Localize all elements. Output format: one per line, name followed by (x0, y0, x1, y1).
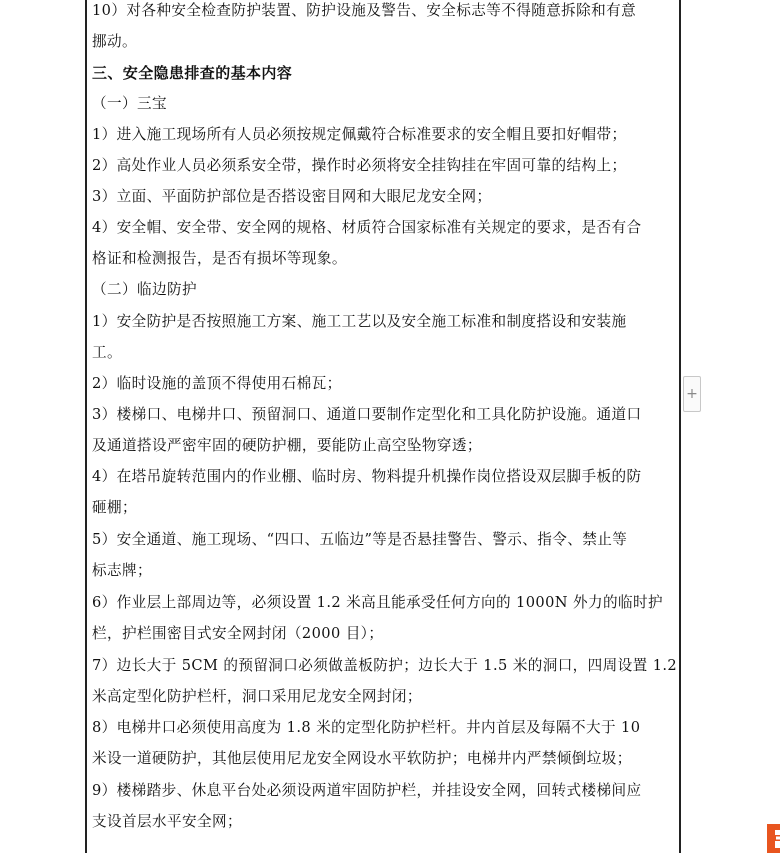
text-line: 支设首层水平安全网； (92, 813, 242, 830)
subsection-heading: （一）三宝 (92, 95, 167, 112)
text-line: 标志牌； (92, 562, 152, 579)
text-line: 米高定型化防护栏杆，洞口采用尼龙安全网封闭； (92, 688, 422, 705)
text-line: 砸棚； (92, 499, 137, 516)
text-line: 9）楼梯踏步、休息平台处必须设两道牢固防护栏，并挂设安全网，回转式楼梯间应 (92, 782, 642, 799)
section-heading: 三、安全隐患排查的基本内容 (92, 64, 293, 82)
text-line: 米设一道硬防护，其他层使用尼龙安全网设水平软防护；电梯井内严禁倾倒垃圾； (92, 750, 632, 767)
text-line: 工。 (92, 344, 122, 361)
plus-icon: + (686, 386, 698, 402)
text-line: 挪动。 (92, 33, 137, 50)
brand-logo-icon (765, 822, 780, 853)
text-line: 6）作业层上部周边等，必须设置 1.2 米高且能承受任何方向的 1000N 外力的临时护 (92, 594, 663, 611)
text-line: 1）安全防护是否按照施工方案、施工工艺以及安全施工标准和制度搭设和安装施 (92, 313, 627, 330)
text-line: 2）高处作业人员必须系安全带，操作时必须将安全挂钩挂在牢固可靠的结构上； (92, 157, 627, 174)
text-line: 3）楼梯口、电梯井口、预留洞口、通道口要制作定型化和工具化防护设施。通道口 (92, 406, 642, 423)
text-line: 10）对各种安全检查防护装置、防护设施及警告、安全标志等不得随意拆除和有意 (92, 2, 637, 19)
text-line: 3）立面、平面防护部位是否搭设密目网和大眼尼龙安全网； (92, 188, 492, 205)
text-line: 4）在塔吊旋转范围内的作业棚、临时房、物料提升机操作岗位搭设双层脚手板的防 (92, 468, 642, 485)
subsection-heading: （二）临边防护 (92, 281, 197, 298)
text-line: 4）安全帽、安全带、安全网的规格、材质符合国家标准有关规定的要求，是否有合 (92, 219, 642, 236)
text-line: 1）进入施工现场所有人员必须按规定佩戴符合标准要求的安全帽且要扣好帽带； (92, 126, 627, 143)
text-line: 8）电梯井口必须使用高度为 1.8 米的定型化防护栏杆。井内首层及每隔不大于 10 (92, 719, 641, 736)
text-line: 栏，护栏围密目式安全网封闭（2000 目）； (92, 625, 384, 642)
text-line: 7）边长大于 5CM 的预留洞口必须做盖板防护；边长大于 1.5 米的洞口，四周设置 1.2 (92, 657, 678, 674)
text-line: 5）安全通道、施工现场、“四口、五临边”等是否悬挂警告、警示、指令、禁止等 (92, 531, 628, 548)
expand-button[interactable] (683, 376, 701, 412)
text-line: 2）临时设施的盖顶不得使用石棉瓦； (92, 375, 342, 392)
text-line: 及通道搭设严密牢固的硬防护棚，要能防止高空坠物穿透； (92, 437, 482, 454)
text-line: 格证和检测报告，是否有损坏等现象。 (92, 250, 347, 267)
